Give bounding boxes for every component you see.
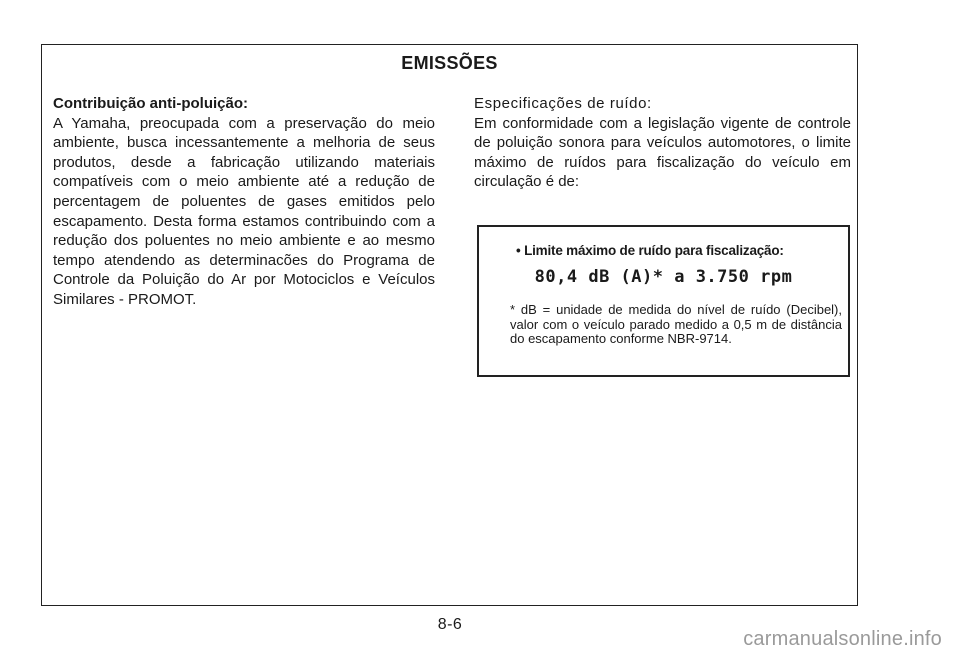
page-frame <box>41 44 858 606</box>
anti-pollution-text: A Yamaha, preocupada com a preservação do meio ambiente, busca incessantemente a melhoria de seus produtos, desde a fabricação utilizando materiais compatíveis com o meio ambiente até a redução de percentagem de poluentes de gases emitidos pelo escapamento. Desta forma estamos contribuindo com a redução dos poluentes no meio ambiente e ao mesmo tempo atendendo as determinacões do Programa de Controle da Poluição do Ar por Motociclos e Veículos Similares - PROMOT. <box>53 114 435 308</box>
noise-limit-note: * dB = unidade de medida do nível de ruído (Decibel), valor com o veículo parado medido a 0,5 m de distância do escapamento conforme NBR-9714. <box>510 302 842 346</box>
anti-pollution-heading: Contribuição anti-poluição: <box>53 95 248 112</box>
noise-spec-heading: Especificações de ruído: <box>474 95 652 112</box>
watermark: carmanualsonline.info <box>743 628 942 650</box>
noise-spec-section <box>474 94 851 192</box>
page-number: 8-6 <box>437 616 463 633</box>
noise-limit-label: • Limite máximo de ruído para fiscalização: <box>516 243 784 258</box>
noise-limit-value: 80,4 dB (A)* a 3.750 rpm <box>534 267 793 287</box>
page-title: EMISSÕES <box>401 53 498 73</box>
noise-limit-box <box>477 225 850 377</box>
anti-pollution-section <box>53 94 435 310</box>
noise-spec-text: Em conformidade com a legislação vigente de controle de poluição sonora para veículos automotores, o limite máximo de ruídos para fiscalização do veículo em circulação é de: <box>474 114 851 191</box>
